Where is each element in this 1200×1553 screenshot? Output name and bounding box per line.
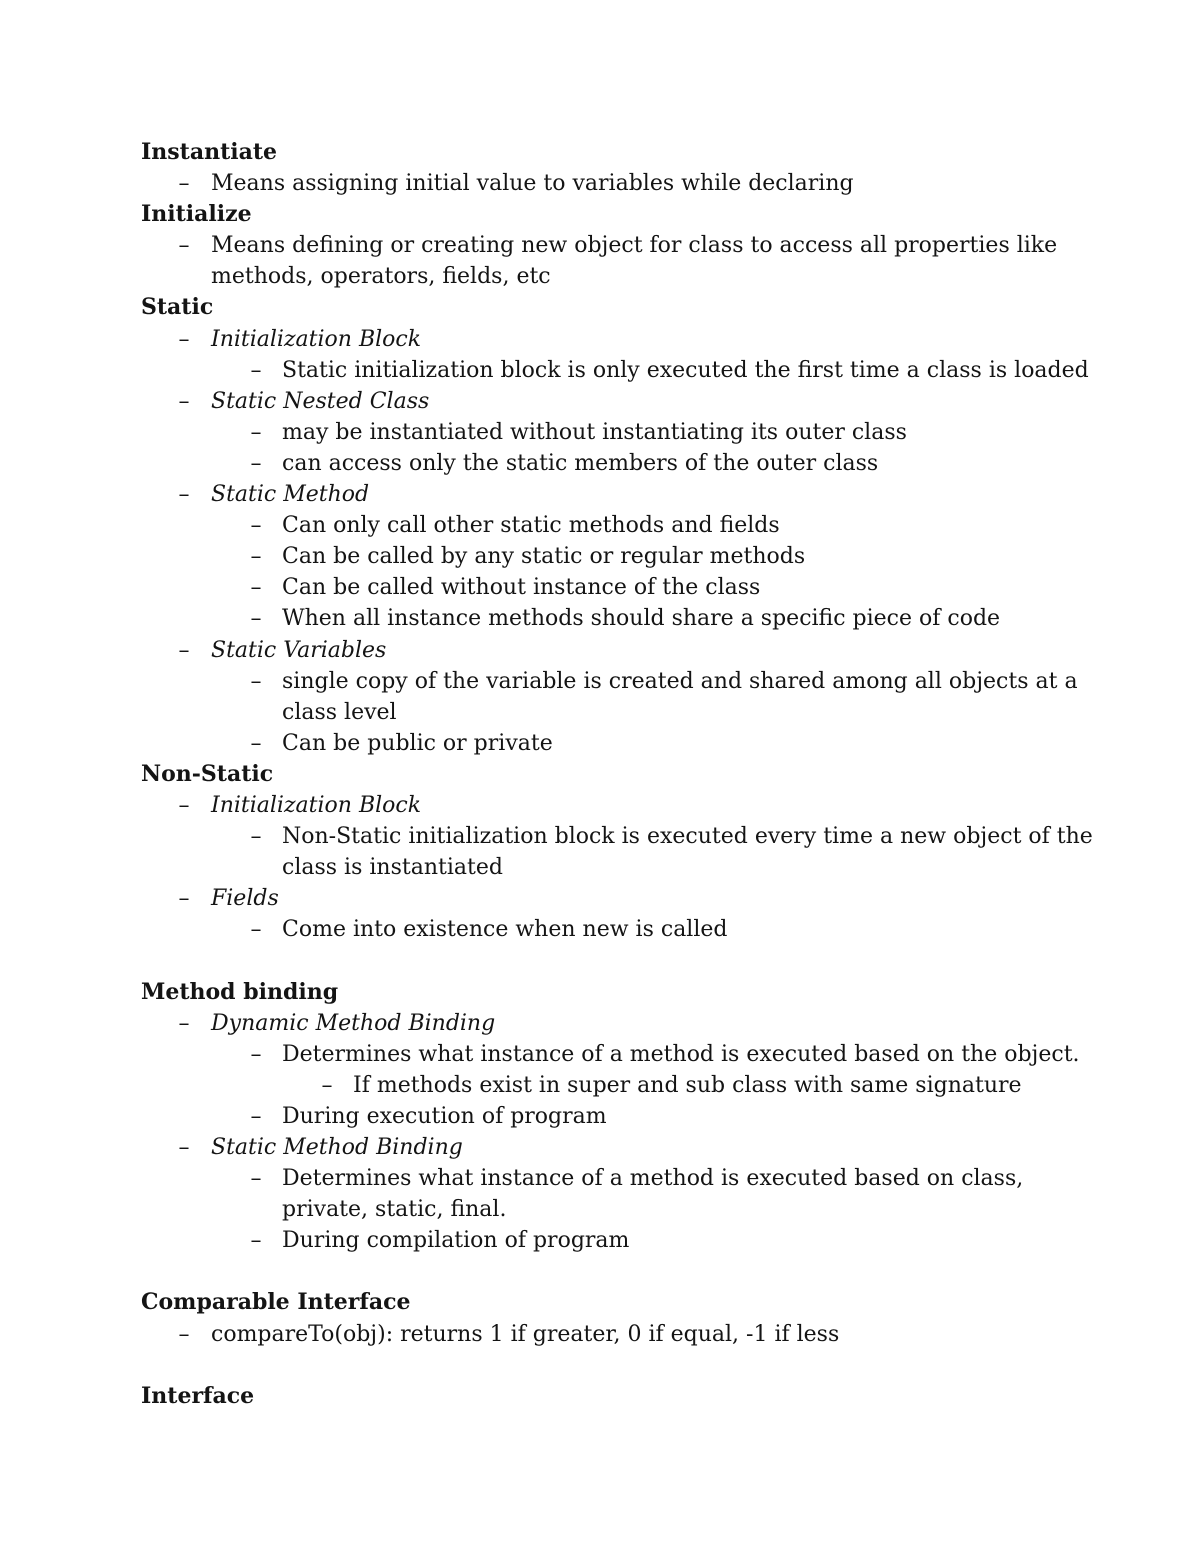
bullet-dash: – [178, 792, 190, 818]
list-item [0, 230, 1200, 261]
list-item [0, 479, 1200, 510]
list-item [0, 603, 1200, 634]
list-item-text: Can be called by any static or regular methods [282, 544, 806, 570]
bullet-dash: – [250, 606, 262, 632]
list-item-text: Determines what instance of a method is executed based on class, [282, 1166, 1024, 1192]
list-item-text: Determines what instance of a method is executed based on the object. [282, 1041, 1080, 1067]
bullet-dash: – [178, 388, 190, 414]
list-item-text: may be instantiated without instantiating its outer class [282, 419, 907, 445]
section-heading-line [0, 977, 1200, 1008]
bullet-dash: – [250, 575, 262, 601]
list-item-text: Means defining or creating new object for class to access all properties like [211, 233, 1058, 259]
bullet-dash: – [178, 482, 190, 508]
list-item-continuation [0, 1194, 1200, 1225]
bullet-dash: – [250, 1166, 262, 1192]
bullet-dash: – [250, 824, 262, 850]
list-item [0, 1039, 1200, 1070]
bullet-dash: – [250, 1228, 262, 1254]
bullet-dash: – [321, 1072, 333, 1098]
bullet-dash: – [250, 917, 262, 943]
bullet-dash: – [250, 544, 262, 570]
subheading-text: Fields [211, 886, 279, 912]
section-heading: Non-Static [141, 760, 274, 787]
list-item [0, 417, 1200, 448]
list-item-text: Can only call other static methods and fields [282, 513, 780, 539]
list-item [0, 1101, 1200, 1132]
subheading-text: Initialization Block [211, 792, 422, 818]
bullet-dash: – [178, 171, 190, 197]
list-item [0, 1070, 1200, 1101]
bullet-dash: – [178, 1135, 190, 1160]
list-item [0, 572, 1200, 603]
list-item-text: Can be called without instance of the class [282, 575, 761, 601]
subheading-text: Static Variables [211, 637, 387, 663]
section-heading-line [0, 1381, 1200, 1412]
bullet-dash: – [178, 233, 190, 259]
list-item [0, 355, 1200, 386]
list-item-text: Come into existence when new is called [282, 917, 728, 943]
section-heading: Static [141, 294, 214, 321]
list-item-text: During execution of program [282, 1103, 607, 1129]
bullet-dash: – [250, 513, 262, 539]
bullet-dash: – [250, 357, 262, 383]
list-item-text: Can be public or private [282, 730, 553, 756]
list-item [0, 448, 1200, 479]
list-item [0, 1132, 1200, 1163]
list-item-continuation [0, 852, 1200, 883]
list-item [0, 790, 1200, 821]
list-item-continuation [0, 261, 1200, 292]
document-page [0, 137, 1200, 1412]
subheading-text: Static Method Binding [211, 1135, 463, 1160]
list-item [0, 635, 1200, 666]
list-item [0, 1008, 1200, 1039]
list-item [0, 883, 1200, 914]
bullet-dash: – [250, 730, 262, 756]
section-heading: Initialize [141, 201, 252, 228]
list-item [0, 914, 1200, 945]
list-item [0, 168, 1200, 199]
bullet-dash: – [178, 326, 190, 352]
blank-line [0, 945, 1200, 976]
section-heading-line [0, 292, 1200, 323]
section-heading: Interface [141, 1382, 255, 1409]
list-item-continuation [0, 697, 1200, 728]
list-item [0, 666, 1200, 697]
list-item [0, 728, 1200, 759]
list-item-text: methods, operators, fields, etc [211, 264, 551, 290]
bullet-dash: – [178, 886, 190, 912]
bullet-dash: – [250, 1103, 262, 1129]
bullet-dash: – [178, 1010, 190, 1036]
section-heading: Comparable Interface [141, 1289, 411, 1316]
section-heading: Instantiate [141, 139, 278, 165]
blank-line [0, 1350, 1200, 1381]
section-heading: Method binding [141, 978, 339, 1005]
bullet-dash: – [250, 668, 262, 694]
list-item-text: When all instance methods should share a specific piece of code [282, 606, 1001, 632]
section-heading-line [0, 759, 1200, 790]
blank-line [0, 1256, 1200, 1287]
section-heading-line [0, 1287, 1200, 1318]
section-heading-line [0, 199, 1200, 230]
list-item [0, 1225, 1200, 1256]
subheading-text: Initialization Block [211, 326, 422, 352]
bullet-dash: – [250, 419, 262, 445]
list-item-text: During compilation of program [282, 1228, 630, 1254]
list-item-text: private, static, final. [282, 1197, 507, 1223]
bullet-dash: – [178, 1321, 190, 1347]
subheading-text: Static Method [211, 482, 370, 508]
list-item-text: can access only the static members of the outer class [282, 450, 879, 476]
bullet-dash: – [250, 1041, 262, 1067]
list-item [0, 510, 1200, 541]
list-item-text: If methods exist in super and sub class with same signature [353, 1072, 1022, 1098]
section-heading-line [0, 137, 1200, 168]
list-item [0, 324, 1200, 355]
list-item [0, 1319, 1200, 1350]
subheading-text: Static Nested Class [211, 388, 430, 414]
list-item-text: single copy of the variable is created and shared among all objects at a [282, 668, 1078, 694]
list-item-text: Non-Static initialization block is executed every time a new object of the [282, 824, 1093, 850]
bullet-dash: – [178, 637, 190, 663]
subheading-text: Dynamic Method Binding [211, 1010, 496, 1036]
bullet-dash: – [250, 450, 262, 476]
list-item [0, 821, 1200, 852]
list-item-text: compareTo(obj): returns 1 if greater, 0 if equal, -1 if less [211, 1321, 840, 1347]
list-item-text: Means assigning initial value to variables while declaring [211, 171, 854, 197]
list-item [0, 1163, 1200, 1194]
list-item-text: class level [282, 699, 397, 725]
list-item-text: Static initialization block is only executed the first time a class is loaded [282, 357, 1089, 383]
list-item [0, 541, 1200, 572]
list-item [0, 386, 1200, 417]
list-item-text: class is instantiated [282, 855, 503, 881]
